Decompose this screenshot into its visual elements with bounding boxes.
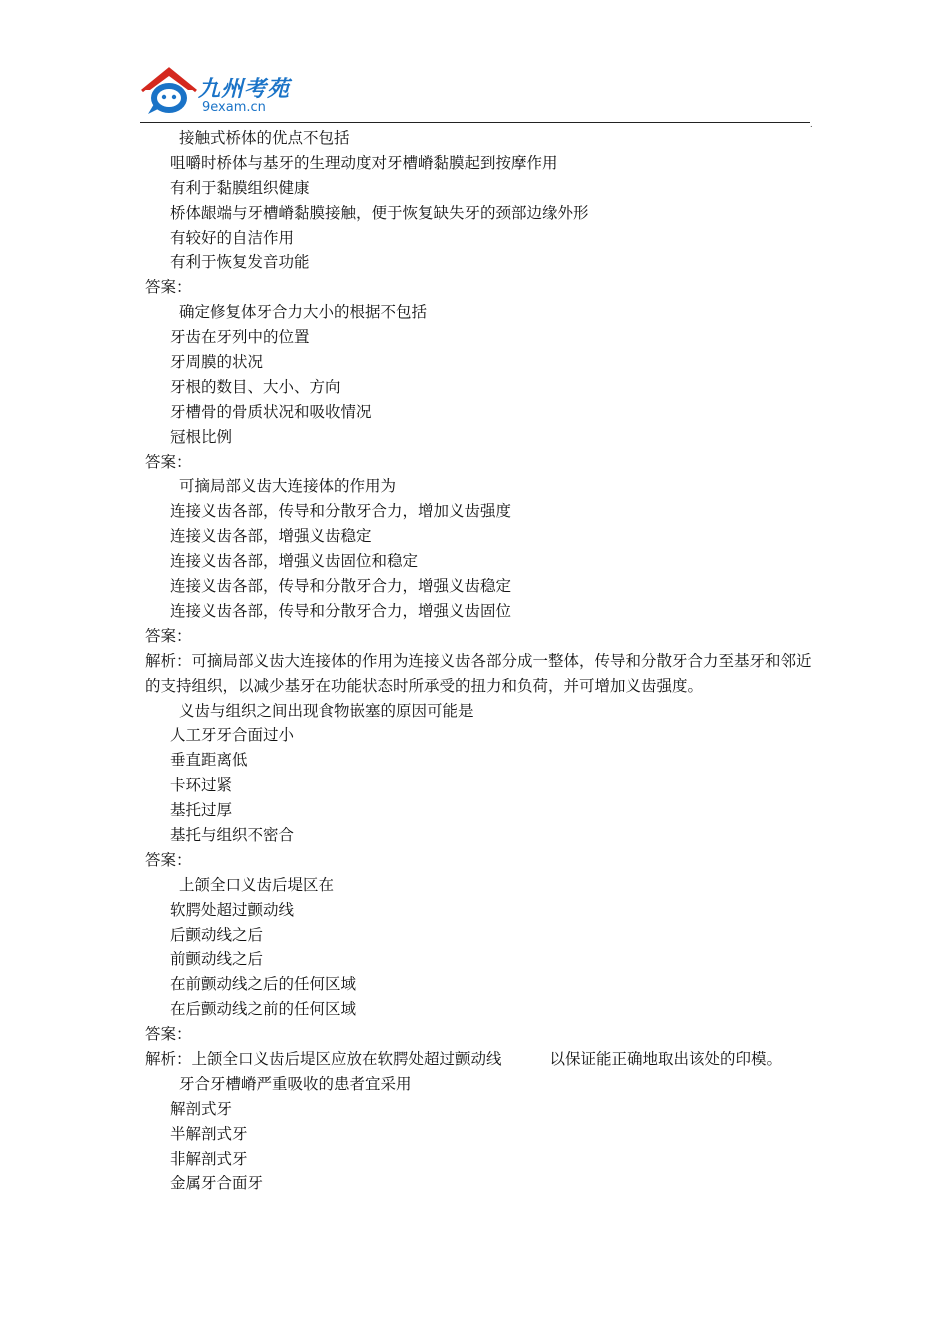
question-option: 卡环过紧 <box>170 776 233 795</box>
answer-label: 答案： <box>145 626 192 645</box>
question-option: 冠根比例 <box>170 427 233 446</box>
question-option: 桥体龈端与牙槽嵴黏膜接触，便于恢复缺失牙的颈部边缘外形 <box>170 203 589 222</box>
question-option: 半解剖式牙 <box>170 1124 248 1143</box>
question-option: 连接义齿各部，增强义齿固位和稳定 <box>170 552 419 571</box>
question-option: 解剖式牙 <box>170 1099 233 1118</box>
answer-label: 答案： <box>145 1025 192 1044</box>
question-stem: 牙合牙槽嵴严重吸收的患者宜采用 <box>179 1074 412 1093</box>
question-option: 牙周膜的状况 <box>170 353 264 372</box>
explanation-text: 解析：可摘局部义齿大连接体的作用为连接义齿各部分成一整体，传导和分散牙合力至基牙和邻近的支持组织，以减少基牙在功能状态时所承受的扭力和负荷，并可增加义齿强度。 <box>145 651 812 695</box>
logo-title: 九州考苑 <box>198 77 291 102</box>
question-option: 有利于恢复发音功能 <box>170 253 310 272</box>
header-rule-end-mark: . <box>810 120 813 129</box>
question-stem: 上颌全口义齿后堤区在 <box>179 875 335 894</box>
explanation-text <box>145 1047 815 1072</box>
question-option: 咀嚼时桥体与基牙的生理动度对牙槽嵴黏膜起到按摩作用 <box>170 153 558 172</box>
answer-label: 答案： <box>145 278 192 297</box>
answer-label: 答案： <box>145 850 192 869</box>
question-option: 基托过厚 <box>170 801 233 820</box>
question-option: 牙槽骨的骨质状况和吸收情况 <box>170 402 372 421</box>
question-option: 垂直距离低 <box>170 751 248 770</box>
question-option: 基托与组织不密合 <box>170 825 295 844</box>
question-option: 非解剖式牙 <box>170 1149 248 1168</box>
question-option: 连接义齿各部，传导和分散牙合力，增加义齿强度 <box>170 502 512 521</box>
question-option: 牙齿在牙列中的位置 <box>170 328 310 347</box>
header-divider <box>140 122 810 123</box>
explanation-part-2: 以保证能正确地取出该处的印模。 <box>549 1049 783 1068</box>
question-option: 前颤动线之后 <box>170 950 264 969</box>
question-option: 连接义齿各部，增强义齿稳定 <box>170 527 372 546</box>
question-option: 牙根的数目、大小、方向 <box>170 377 341 396</box>
document-body <box>145 126 815 1196</box>
explanation-part-1: 解析：上颌全口义齿后堤区应放在软腭处超过颤动线 <box>145 1049 502 1068</box>
question-option: 人工牙牙合面过小 <box>170 726 295 745</box>
question-option: 连接义齿各部，传导和分散牙合力，增强义齿固位 <box>170 601 512 620</box>
question-stem: 确定修复体牙合力大小的根据不包括 <box>179 303 428 322</box>
graduation-cap-logo-icon <box>140 64 198 122</box>
question-option: 连接义齿各部，传导和分散牙合力，增强义齿稳定 <box>170 577 512 596</box>
answer-label: 答案： <box>145 452 192 471</box>
question-stem: 接触式桥体的优点不包括 <box>179 129 350 147</box>
page-header <box>140 60 815 130</box>
question-option: 有利于黏膜组织健康 <box>170 178 310 197</box>
logo-domain: 9exam.cn <box>202 100 266 115</box>
question-option: 在后颤动线之前的任何区域 <box>170 1000 357 1019</box>
question-option: 金属牙合面牙 <box>170 1174 264 1193</box>
question-stem: 可摘局部义齿大连接体的作用为 <box>179 477 397 496</box>
question-option: 后颤动线之后 <box>170 925 264 944</box>
question-option: 在前颤动线之后的任何区域 <box>170 975 357 994</box>
question-stem: 义齿与组织之间出现食物嵌塞的原因可能是 <box>179 701 474 720</box>
question-option: 软腭处超过颤动线 <box>170 900 295 919</box>
question-option: 有较好的自洁作用 <box>170 228 295 247</box>
